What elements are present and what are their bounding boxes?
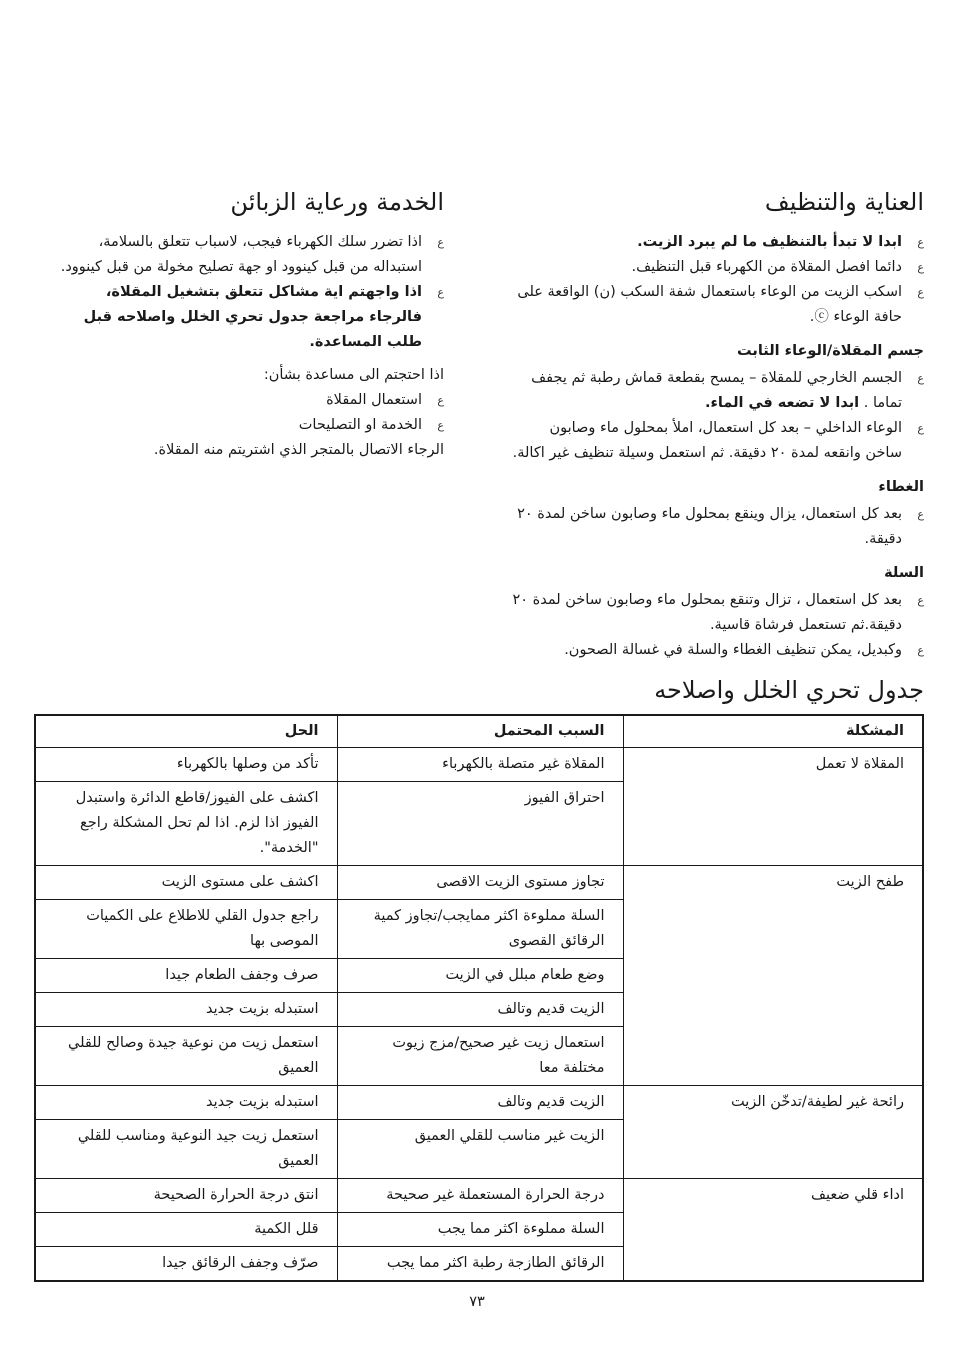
service-bullet-text: اذا تضرر سلك الكهرباء فيجب، لاسباب تتعلق بالسلامة، استبداله من قبل كينوود او جهة تصليح مخولة من قبل كينوود. xyxy=(60,234,422,275)
service-bullets xyxy=(54,230,444,355)
bullet-icon: ع xyxy=(437,286,444,299)
lid-bullet-text: بعد كل استعمال، يزال وينقع بمحلول ماء وصابون ساخن لمدة ٢٠ دقيقة. xyxy=(517,506,902,547)
care-title: العناية والتنظيف xyxy=(764,188,924,216)
cause-cell: تجاوز مستوى الزيت الاقصى xyxy=(337,866,623,900)
list-item xyxy=(54,230,444,280)
problem-cell: المقلاة لا تعمل xyxy=(623,748,923,866)
care-bullets xyxy=(512,230,924,330)
bullet-icon: ع xyxy=(437,394,444,407)
cause-cell: الرقائق الطازجة رطبة اكثر مما يجب xyxy=(337,1247,623,1282)
solution-cell: قلل الكمية xyxy=(35,1213,337,1247)
solution-cell: اكشف على الفيوز/قاطع الدائرة واستبدل الفيوز اذا لزم. اذا لم تحل المشكلة راجع "الخدمة". xyxy=(35,782,337,866)
problem-cell: رائحة غير لطيفة/تدخّن الزيت xyxy=(623,1086,923,1179)
list-item xyxy=(512,638,924,663)
bullet-icon: ع xyxy=(437,236,444,249)
bullet-icon: ع xyxy=(917,594,924,607)
problem-cell: اداء قلي ضعيف xyxy=(623,1179,923,1282)
lid-bullets xyxy=(512,502,924,552)
table-header-row xyxy=(35,715,923,748)
cause-cell: الزيت قديم وتالف xyxy=(337,1086,623,1120)
list-item xyxy=(512,366,924,416)
contact-text: الرجاء الاتصال بالمتجر الذي اشتريتم منه المقلاة. xyxy=(153,442,444,458)
bullet-icon: ع xyxy=(917,644,924,657)
bullet-icon: ع xyxy=(437,419,444,432)
table-row xyxy=(35,1086,923,1120)
help-item-text: الخدمة او التصليحات xyxy=(298,417,422,433)
list-item xyxy=(512,230,924,255)
list-item xyxy=(512,255,924,280)
cause-cell: وضع طعام مبلل في الزيت xyxy=(337,959,623,993)
help-items xyxy=(54,388,444,438)
cause-cell: السلة مملوءة اكثر ممايجب/تجاوز كمية الرقائق القصوى xyxy=(337,900,623,959)
bullet-icon: ع xyxy=(917,286,924,299)
table-row xyxy=(35,866,923,900)
care-bullet-text: ابدا لا تبدأ بالتنظيف ما لم يبرد الزيت. xyxy=(637,234,902,250)
basket-heading: السلة xyxy=(884,565,924,581)
table-row xyxy=(35,1179,923,1213)
solution-cell: صرف وجفف الطعام جيدا xyxy=(35,959,337,993)
list-item xyxy=(54,413,444,438)
list-item xyxy=(512,502,924,552)
header-cause: السبب المحتمل xyxy=(337,715,623,748)
basket-bullet-text: بعد كل استعمال ، تزال وتنقع بمحلول ماء وصابون ساخن لمدة ٢٠ دقيقة.ثم تستعمل فرشاة قاسية. xyxy=(512,592,902,633)
care-bullet-text: اسكب الزيت من الوعاء باستعمال شفة السكب (ن) الواقعة على حافة الوعاء ⓒ. xyxy=(517,284,902,325)
help-item-text: استعمال المقلاة xyxy=(326,392,422,408)
solution-cell: صرّف وجفف الرقائق جيدا xyxy=(35,1247,337,1282)
solution-cell: استعمل زيت من نوعية جيدة وصالح للقلي العميق xyxy=(35,1027,337,1086)
solution-cell: استعمل زيت جيد النوعية ومناسب للقلي العميق xyxy=(35,1120,337,1179)
cause-cell: السلة مملوءة اكثر مما يجب xyxy=(337,1213,623,1247)
cause-cell: احتراق الفيوز xyxy=(337,782,623,866)
page-number: ٧٣ xyxy=(469,1294,485,1310)
list-item xyxy=(512,280,924,330)
service-title: الخدمة ورعاية الزبائن xyxy=(230,188,444,216)
troubleshooting-title: جدول تحري الخلل واصلاحه xyxy=(654,676,924,704)
table-row xyxy=(35,748,923,782)
header-solution: الحل xyxy=(35,715,337,748)
header-problem: المشكلة xyxy=(623,715,923,748)
cause-cell: استعمال زيت غير صحيح/مزج زيوت مختلفة معا xyxy=(337,1027,623,1086)
body-bullet-warning: ابدا لا تضعه في الماء. xyxy=(705,395,860,411)
problem-cell: طفح الزيت xyxy=(623,866,923,1086)
bullet-icon: ع xyxy=(917,236,924,249)
basket-bullet-text: وكبديل، يمكن تنظيف الغطاء والسلة في غسالة الصحون. xyxy=(564,642,902,658)
basket-bullets xyxy=(512,588,924,663)
solution-cell: اكشف على مستوى الزيت xyxy=(35,866,337,900)
bullet-icon: ع xyxy=(917,261,924,274)
body-heading: جسم المقلاة/الوعاء الثابت xyxy=(737,343,924,359)
help-intro: اذا احتجتم الى مساعدة بشأن: xyxy=(263,367,444,383)
lid-heading: الغطاء xyxy=(878,479,924,495)
care-bullet-text: دائما افصل المقلاة من الكهرباء قبل التنظيف. xyxy=(631,259,902,275)
bullet-icon: ع xyxy=(917,508,924,521)
troubleshooting-table xyxy=(34,714,924,1282)
bullet-icon: ع xyxy=(917,372,924,385)
solution-cell: استبدله بزيت جديد xyxy=(35,1086,337,1120)
list-item xyxy=(54,280,444,355)
care-section xyxy=(512,186,924,663)
list-item xyxy=(512,588,924,638)
list-item xyxy=(512,416,924,466)
body-bullet-text: الوعاء الداخلي – بعد كل استعمال، املأ بمحلول ماء وصابون ساخن وانقعه لمدة ٢٠ دقيقة. ثم استعمل وسيلة تنظيف غير اكالة. xyxy=(512,420,902,461)
bullet-icon: ع xyxy=(917,422,924,435)
cause-cell: الزيت غير مناسب للقلي العميق xyxy=(337,1120,623,1179)
body-bullet-text: الجسم الخارجي للمقلاة – يمسح بقطعة قماش رطبة ثم يجفف تماما . xyxy=(531,370,902,411)
solution-cell: راجع جدول القلي للاطلاع على الكميات الموصى بها xyxy=(35,900,337,959)
solution-cell: تأكد من وصلها بالكهرباء xyxy=(35,748,337,782)
body-bullets xyxy=(512,366,924,466)
list-item xyxy=(54,388,444,413)
cause-cell: الزيت قديم وتالف xyxy=(337,993,623,1027)
solution-cell: استبدله بزيت جديد xyxy=(35,993,337,1027)
solution-cell: انتق درجة الحرارة الصحيحة xyxy=(35,1179,337,1213)
cause-cell: المقلاة غير متصلة بالكهرباء xyxy=(337,748,623,782)
service-bullet-text: اذا واجهتم اية مشاكل تتعلق بتشغيل المقلاة، فالرجاء مراجعة جدول تحري الخلل واصلاحه قبل طلب المساعدة. xyxy=(83,284,422,350)
cause-cell: درجة الحرارة المستعملة غير صحيحة xyxy=(337,1179,623,1213)
service-section xyxy=(54,186,444,463)
